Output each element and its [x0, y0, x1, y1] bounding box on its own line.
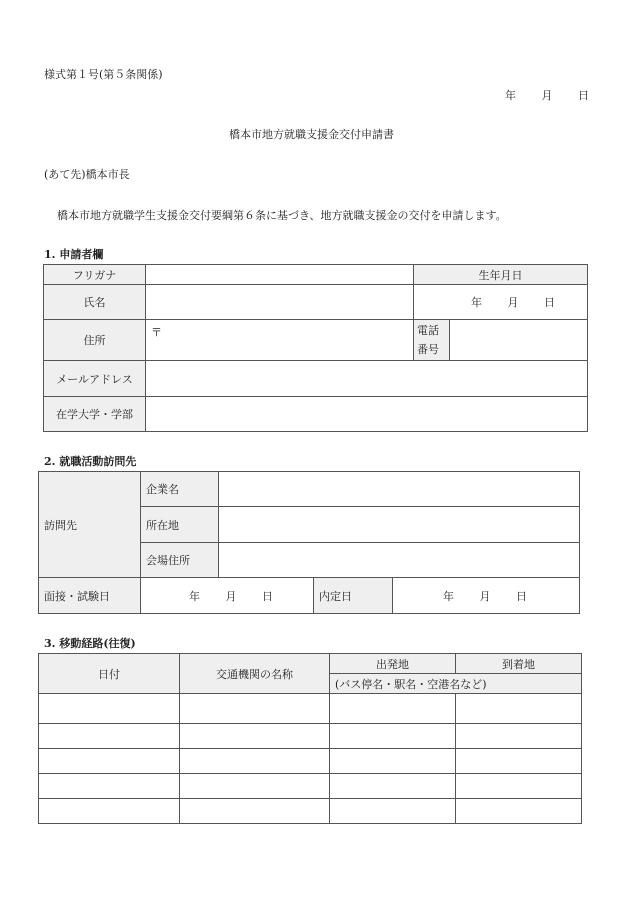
birthdate-label: 生年月日 [414, 265, 588, 285]
route-row [39, 724, 582, 749]
route-arrival-header: 到着地 [456, 654, 582, 674]
date-month-label: 月 [541, 89, 553, 102]
document-title: 橋本市地方就職支援金交付申請書 [229, 128, 394, 141]
address-label: 住所 [44, 320, 146, 361]
venue-label: 会場住所 [141, 543, 219, 578]
birth-month-label: 月 [507, 296, 519, 309]
name-label: 氏名 [44, 285, 146, 320]
venue-field[interactable] [219, 543, 580, 578]
route-transport-header: 交通機関の名称 [180, 654, 330, 694]
offer-day-label: 日 [516, 589, 527, 603]
route-row [39, 799, 582, 824]
route-arrival-cell[interactable] [456, 799, 582, 824]
phone-label [414, 320, 450, 361]
company-field[interactable] [219, 472, 580, 507]
furigana-label: フリガナ [44, 265, 146, 285]
interview-date-field[interactable] [141, 578, 314, 614]
form-number: 様式第１号(第５条関係) [44, 68, 163, 81]
location-field[interactable] [219, 507, 580, 543]
interview-month-label: 月 [225, 589, 237, 603]
name-field[interactable] [146, 285, 414, 320]
applicant-table [43, 264, 588, 432]
route-row [39, 694, 582, 724]
email-label: メールアドレス [44, 361, 146, 397]
route-row [39, 749, 582, 774]
route-date-cell[interactable] [39, 694, 180, 724]
birth-year-label: 年 [471, 296, 482, 309]
offer-date-label: 内定日 [314, 578, 393, 614]
phone-label-line2: 番号 [417, 343, 439, 356]
destination-label: 訪問先 [39, 472, 141, 578]
company-label: 企業名 [141, 472, 219, 507]
route-date-cell[interactable] [39, 774, 180, 799]
offer-year-label: 年 [443, 589, 454, 603]
furigana-field[interactable] [146, 265, 414, 285]
offer-date-field[interactable] [393, 578, 580, 614]
section-heading-applicant: 1. 申請者欄 [44, 248, 104, 261]
route-transport-cell[interactable] [180, 774, 330, 799]
university-field[interactable] [146, 397, 588, 432]
route-date-cell[interactable] [39, 799, 180, 824]
route-arrival-cell[interactable] [456, 694, 582, 724]
phone-field[interactable] [450, 320, 588, 361]
route-row [39, 774, 582, 799]
route-departure-cell[interactable] [330, 724, 456, 749]
interview-year-label: 年 [189, 589, 200, 603]
visit-table [38, 471, 580, 614]
route-arrival-cell[interactable] [456, 749, 582, 774]
route-transport-cell[interactable] [180, 749, 330, 774]
route-date-cell[interactable] [39, 749, 180, 774]
date-day-label: 日 [578, 89, 589, 102]
route-departure-header: 出発地 [330, 654, 456, 674]
route-arrival-cell[interactable] [456, 774, 582, 799]
route-departure-cell[interactable] [330, 749, 456, 774]
birth-day-label: 日 [544, 296, 555, 309]
date-year-label: 年 [505, 89, 516, 102]
interview-date-label: 面接・試験日 [39, 578, 141, 614]
location-label: 所在地 [141, 507, 219, 543]
route-date-cell[interactable] [39, 724, 180, 749]
section-heading-visit: 2. 就職活動訪問先 [44, 455, 137, 468]
intro-text: 橋本市地方就職学生支援金交付要綱第６条に基づき、地方就職支援金の交付を申請します。 [57, 209, 507, 222]
interview-day-label: 日 [262, 589, 273, 603]
addressee: (あて先)橋本市長 [44, 168, 130, 181]
route-departure-cell[interactable] [330, 799, 456, 824]
address-field[interactable] [146, 320, 414, 361]
postal-mark: 〒 [151, 326, 162, 339]
route-transport-cell[interactable] [180, 694, 330, 724]
route-departure-cell[interactable] [330, 774, 456, 799]
date-line [505, 87, 589, 103]
section-heading-route: 3. 移動経路(往復) [44, 637, 136, 650]
route-date-header: 日付 [39, 654, 180, 694]
route-table [38, 653, 582, 824]
offer-month-label: 月 [479, 589, 491, 603]
route-transport-cell[interactable] [180, 799, 330, 824]
phone-label-line1: 電話 [417, 324, 439, 337]
birthdate-field[interactable] [414, 285, 588, 320]
route-departure-cell[interactable] [330, 694, 456, 724]
route-transport-cell[interactable] [180, 724, 330, 749]
email-field[interactable] [146, 361, 588, 397]
university-label: 在学大学・学部 [44, 397, 146, 432]
route-arrival-cell[interactable] [456, 724, 582, 749]
route-place-note: (バス停名・駅名・空港名など) [330, 674, 582, 694]
